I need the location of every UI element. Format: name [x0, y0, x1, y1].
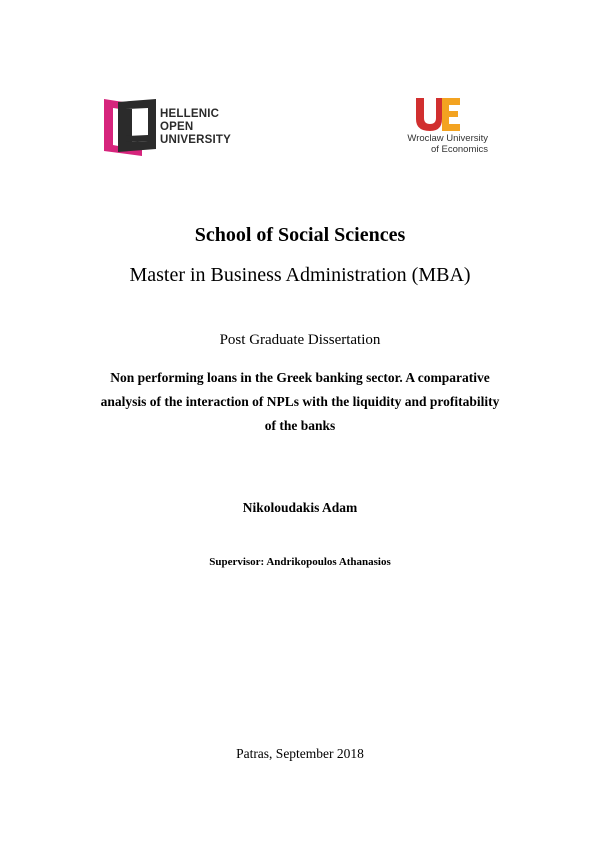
hou-emblem-icon [104, 99, 156, 156]
document-type: Post Graduate Dissertation [219, 332, 381, 348]
ue-line-2: of Economics [430, 144, 488, 155]
hou-logo-text [160, 108, 231, 147]
ue-logo-text [388, 133, 488, 155]
hou-line-3: UNIVERSITY [160, 134, 232, 146]
title-line-1: Non performing loans in the Greek banking sector. A comparative [110, 370, 490, 385]
wroclaw-university-logo [388, 96, 488, 160]
title-line-3: of the banks [264, 418, 336, 433]
hellenic-open-university-logo [104, 99, 234, 157]
title-line-2: analysis of the interaction of NPLs with the liquidity and profitability [100, 394, 500, 409]
dissertation-title [60, 366, 540, 438]
ue-line-1: Wroclaw University [407, 133, 488, 144]
school-name: School of Social Sciences [194, 224, 406, 246]
hou-line-1: HELLENIC [160, 108, 220, 120]
hou-line-2: OPEN [160, 121, 194, 133]
program-name: Master in Business Administration (MBA) [129, 264, 471, 286]
place-and-date: Patras, September 2018 [236, 746, 364, 761]
supervisor-name: Supervisor: Andrikopoulos Athanasios [209, 556, 391, 568]
ue-emblem-icon [414, 96, 462, 132]
author-name: Nikoloudakis Adam [242, 500, 358, 515]
